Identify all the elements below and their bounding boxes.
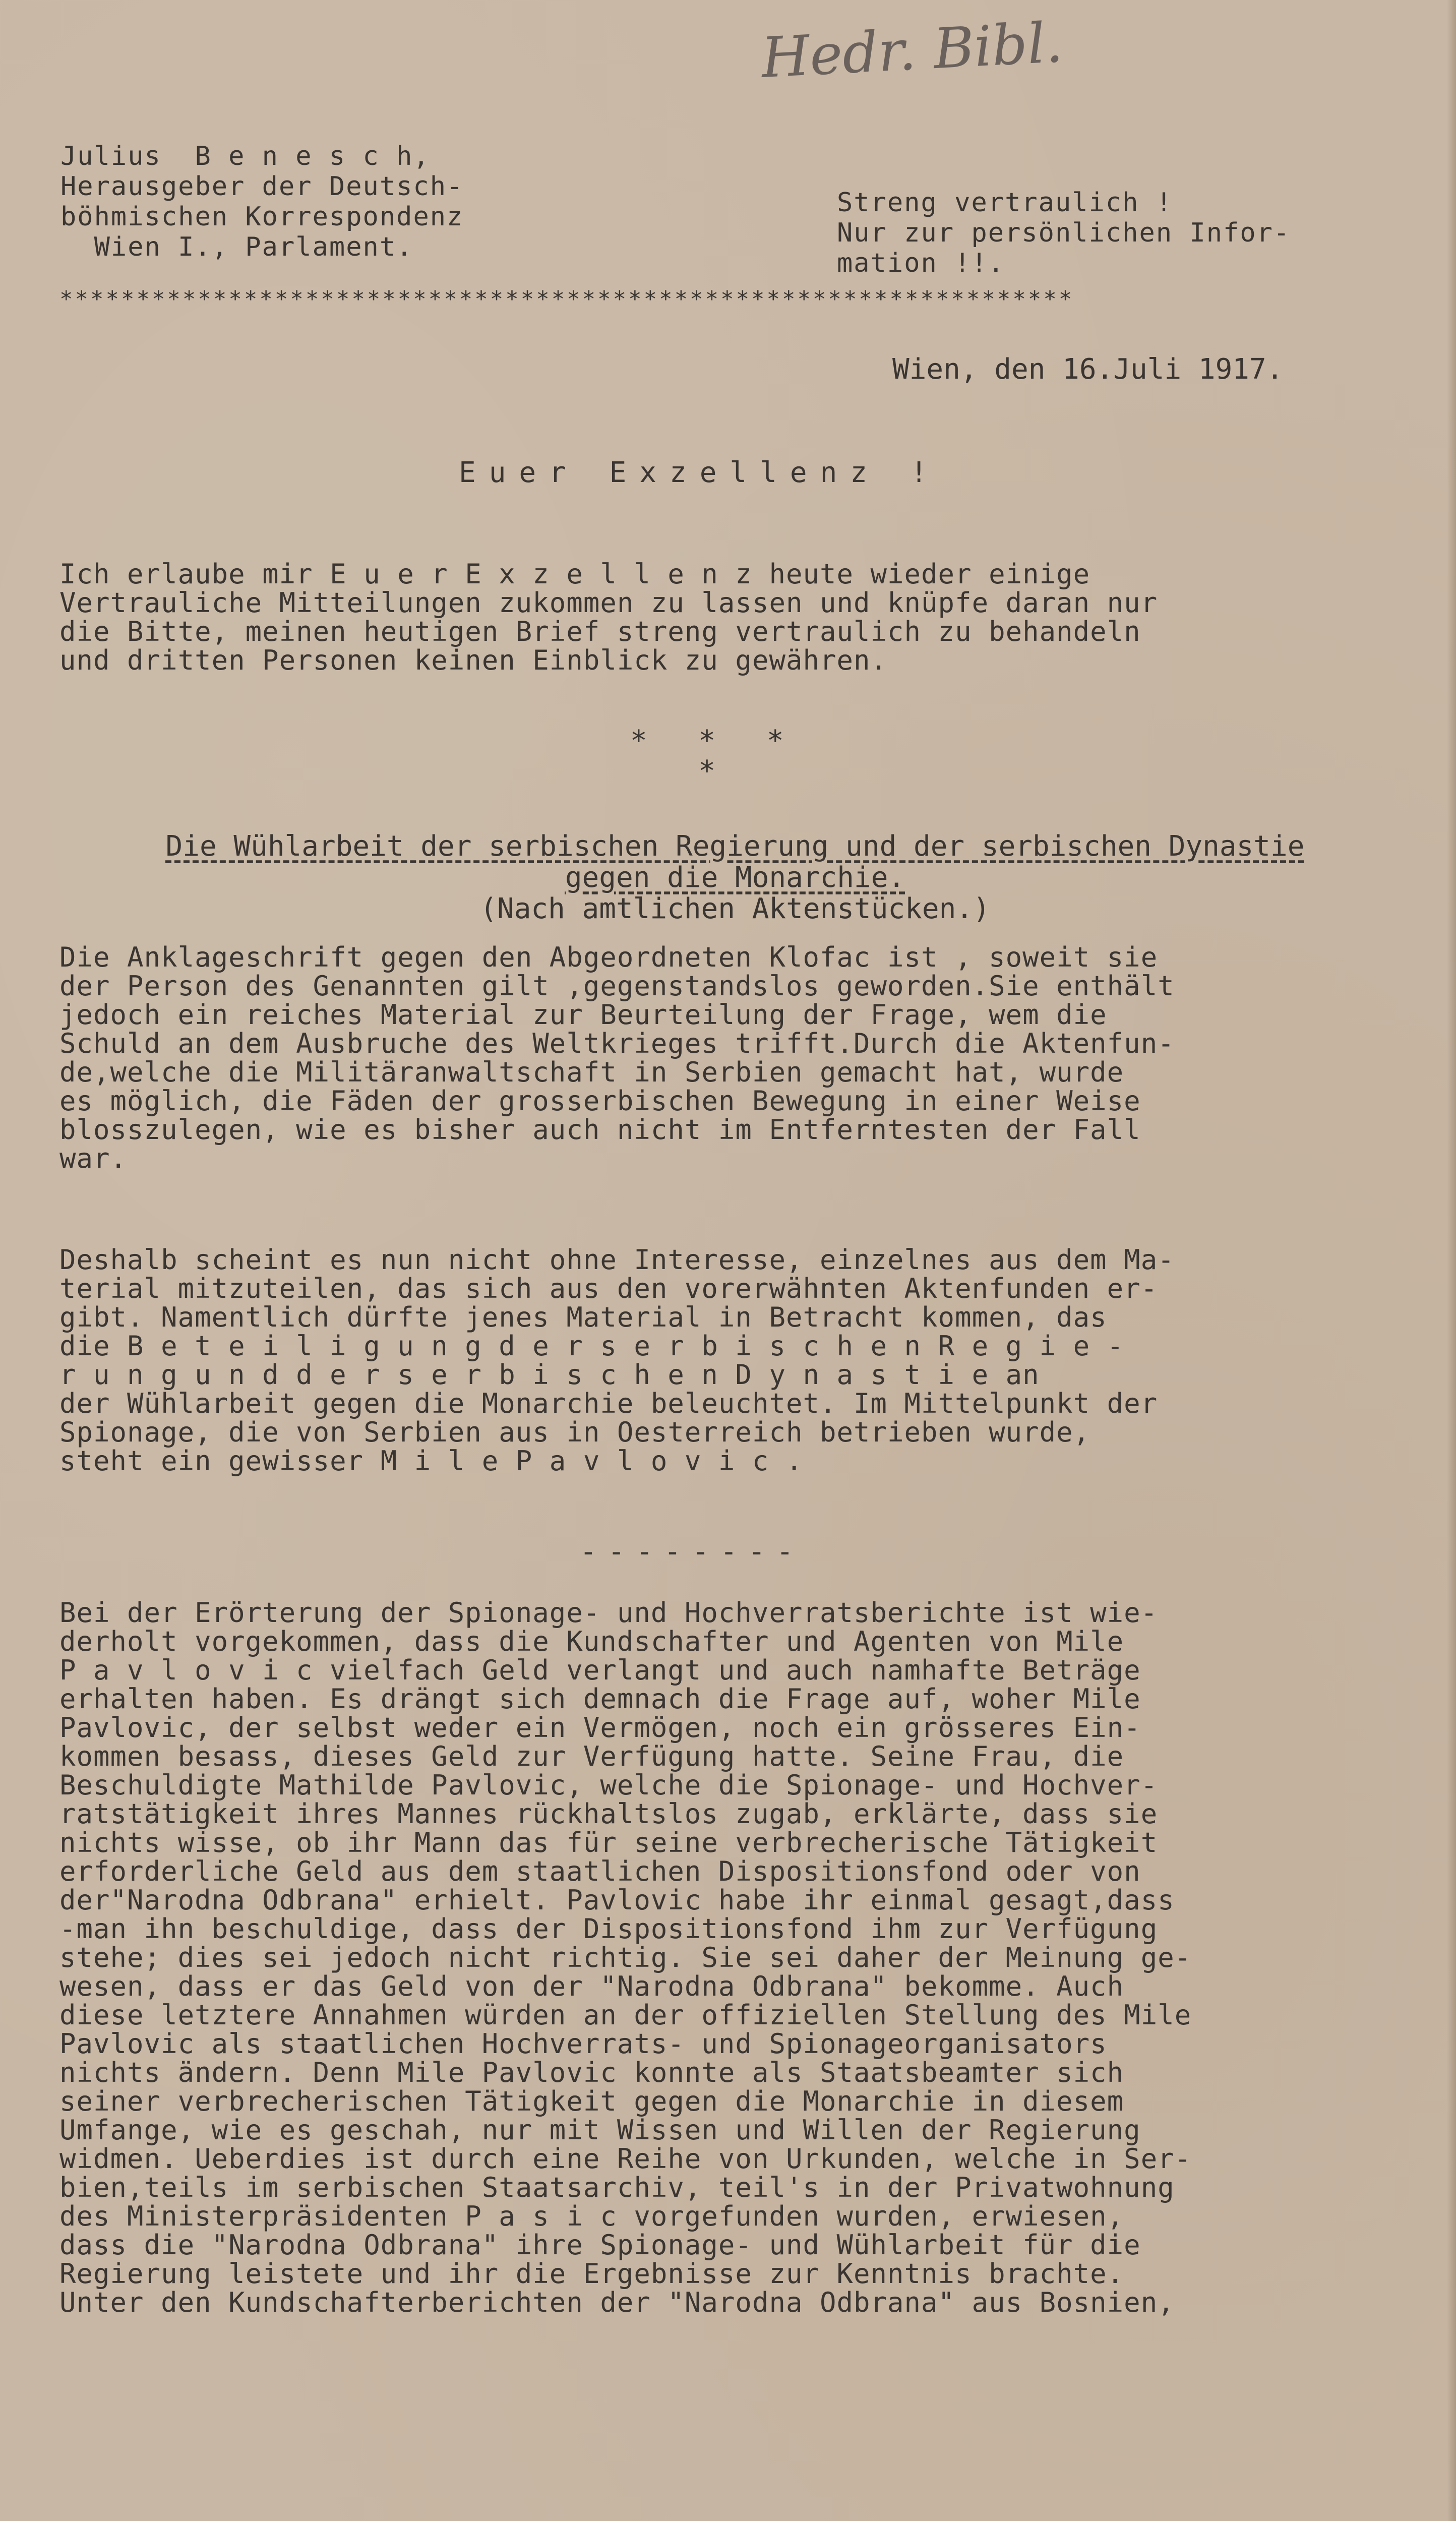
- confidential-line-2: Nur zur persönlichen Infor-: [837, 218, 1291, 248]
- handwritten-annotation: [756, 15, 1210, 86]
- sender-title: Herausgeber der Deutsch-: [60, 171, 464, 202]
- confidential-line-1: Streng vertraulich !: [837, 188, 1173, 218]
- handwritten-text: Hedr. Bibl.: [759, 15, 1065, 86]
- letter-date: Wien, den 16.Juli 1917.: [892, 353, 1284, 386]
- section-title-subtitle: (Nach amtlichen Aktenstücken.): [480, 892, 990, 925]
- paragraph-1: Die Anklageschrift gegen den Abgeordneten Klofac ist , soweit sie der Person des Genannten gilt ,gegenstandslos geworden.Sie enthält jedoch ein reiches Material zur Beurteilung der Frage, wem die Schuld an dem Ausbruche des Weltkrieges trifft.Durch die Aktenfun- de,welche die Militäranwaltschaft in Serbien gemacht hat, wurde es möglich, die Fäden der grosserbischen Bewegung in einer Weise blosszulegen, wie es bisher auch nicht im Entferntesten der Fall war.: [59, 941, 1175, 1174]
- paragraph-2: Deshalb scheint es nun nicht ohne Interesse, einzelnes aus dem Ma- terial mitzuteilen, das sich aus den vorerwähnten Aktenfunden er- gibt. Namentlich dürfte jenes Material in Betracht kommen, das die B e t e i l i g u n g d e r s e r b i s c h e n R e g i e - r u n g u n d d e r s e r b i s c h e n D y n a s t i e an der Wühlarbeit gegen die Monarchie beleuchtet. Im Mittelpunkt der Spionage, die von Serbien aus in Oesterreich betrieben wurde, steht ein gewisser M i l e P a v l o v i c .: [59, 1244, 1175, 1477]
- page-edge-shadow: [1447, 0, 1456, 2521]
- intro-paragraph: Ich erlaube mir E u e r E x z e l l e n z heute wieder einige Vertrauliche Mitteilungen zukommen zu lassen und knüpfe daran nur die Bitte, meinen heutigen Brief streng vertraulich zu behandeln und dritten Personen keinen Einblick zu gewähren.: [59, 558, 1158, 676]
- sender-address: Wien I., Parlament.: [60, 232, 413, 262]
- dash-divider: --------: [580, 1535, 805, 1568]
- sender-publication: böhmischen Korrespondenz: [60, 202, 464, 232]
- section-title: [59, 831, 1411, 925]
- sender-name: Julius B e n e s c h,: [60, 141, 430, 171]
- section-title-line-2: gegen die Monarchie.: [565, 861, 905, 894]
- section-title-line-1: Die Wühlarbeit der serbischen Regierung und der serbischen Dynastie: [165, 830, 1305, 863]
- header-separator: ******************************************************************: [59, 286, 1074, 312]
- section-divider: * * * *: [630, 725, 801, 788]
- handwriting-scribble: [756, 15, 1210, 86]
- paragraph-3: Bei der Erörterung der Spionage- und Hochverratsberichte ist wie- derholt vorgekommen, dass die Kundschafter und Agenten von Mile P a v l o v i c vielfach Geld verlangt und auch namhafte Beträge erhalten haben. Es drängt sich demnach die Frage auf, woher Mile Pavlovic, der selbst weder ein Vermögen, noch ein grösseres Ein- kommen besass, dieses Geld zur Verfügung hatte. Seine Frau, die Beschuldigte Mathilde Pavlovic, welche die Spionage- und Hochver- ratstätigkeit ihres Mannes rückhaltslos zugab, erklärte, dass sie nichts wisse, ob ihr Mann das für seine verbrecherische Tätigkeit erforderliche Geld aus dem staatlichen Dispositionsfond oder von der"Narodna Odbrana" erhielt. Pavlovic habe ihr einmal gesagt,dass -man ihn beschuldige, dass der Dispositionsfond ihm zur Verfügung stehe; dies sei jedoch nicht richtig. Sie sei daher der Meinung ge- wesen, dass er das Geld von der "Narodna Odbrana" bekomme. Auch diese letztere Annahmen würden an der offiziellen Stellung des Mile Pavlovic als staatlichen Hochverrats- und Spionageorganisators nichts ändern. Denn Mile Pavlovic konnte als Staatsbeamter sich seiner verbrecherischen Tätigkeit gegen die Monarchie in diesem Umfange, wie es geschah, nur mit Wissen und Willen der Regierung widmen. Ueberdies ist durch eine Reihe von Urkunden, welche in Ser- bien,teils im serbischen Staatsarchiv, teil's in der Privatwohnung des Ministerpräsidenten P a s i c vorgefunden wurden, erwiesen, dass die "Narodna Odbrana" ihre Spionage- und Wühlarbeit für die Regierung leistete und ihr die Ergebnisse zur Kenntnis brachte. Unter den Kundschafterberichten der "Narodna Odbrana" aus Bosnien,: [59, 1597, 1192, 2318]
- salutation: Euer Exzellenz !: [459, 456, 941, 489]
- confidential-line-3: mation !!.: [837, 248, 1005, 278]
